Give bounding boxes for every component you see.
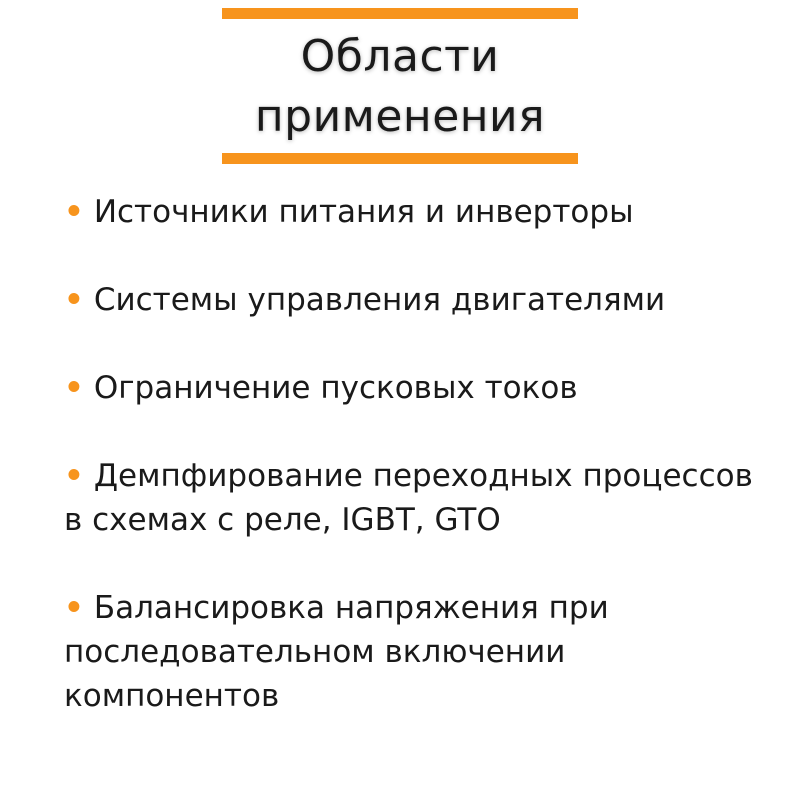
list-item [64,278,754,322]
title-block [222,8,578,164]
list-item [64,454,754,542]
page-title [222,19,578,153]
bullet-dot-icon: • [64,370,84,406]
list-item-text: Балансировка напряжения при последовательном включении компонентов [64,590,609,714]
title-top-bar [222,8,578,19]
bullet-dot-icon: • [64,458,84,494]
bullet-dot-icon: • [64,194,84,230]
list-item-text: Источники питания и инверторы [93,194,634,230]
title-bottom-bar [222,153,578,164]
list-item [64,190,754,234]
list-item-text: Демпфирование переходных процессов в схемах с реле, IGBT, GTO [64,458,753,538]
list-item [64,366,754,410]
applications-list [64,190,754,762]
bullet-dot-icon: • [64,590,84,626]
list-item-text: Системы управления двигателями [93,282,666,318]
bullet-dot-icon: • [64,282,84,318]
list-item [64,586,754,718]
page-title-line-1: Области [300,31,500,82]
list-item-text: Ограничение пусковых токов [93,370,578,406]
page-title-line-2: применения [254,91,546,142]
